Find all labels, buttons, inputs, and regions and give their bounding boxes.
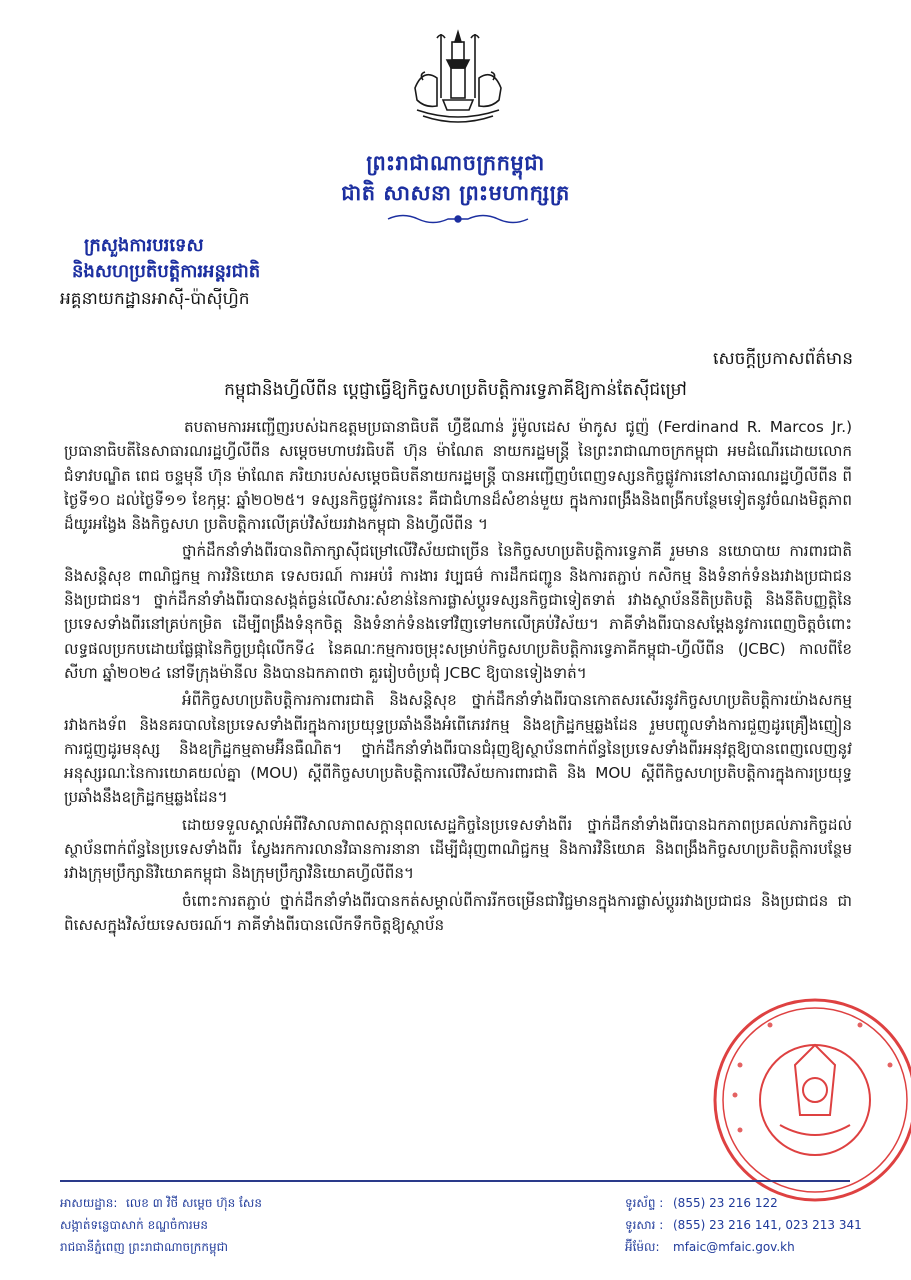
department-name: អគ្គនាយកដ្ឋានអាស៊ី-ប៉ាស៊ីហ្វិក [60, 289, 250, 309]
paragraph: ចំពោះការតភ្ជាប់ ថ្នាក់ដឹកនាំទាំងពីរបានកត់សម្គាល់ពីការរីកចម្រើនជាវិជ្ជមានក្នុងការផ្លាស់ប្តូររវាងប្រជាជន និងប្រជាជន ជាពិសេសក្នុងវិស័យទេសចរណ៍។ ភាគីទាំងពីរបានលើកទឹកចិត្តឱ្យស្ថាប័ន [64, 891, 852, 934]
email-link[interactable]: mfaic@mfaic.gov.kh [673, 1240, 795, 1254]
phone-number: (855) 23 216 122 [673, 1196, 778, 1210]
fax-label: ទូរសារ : [625, 1218, 664, 1232]
kingdom-name: ព្រះរាជាណាចក្រកម្ពុជា [366, 151, 545, 175]
address-label: អាសយដ្ឋាន: [60, 1196, 118, 1210]
paragraph: ដោយទទួលស្គាល់អំពីវិសាលភាពសក្តានុពលសេដ្ឋកិច្ចនៃប្រទេសទាំងពីរ ថ្នាក់ដឹកនាំទាំងពីរបានឯកភាពប្រគល់ភារកិច្ចដល់ស្ថាប័នពាក់ព័ន្ធនៃប្រទេសទាំងពីរ ស្វែងរកការលានវិធានការនានា ដើម្បីជំរុញពាណិជ្ជកម្ម និងការវិនិយោគ និងពង្រឹងកិច្ចសហប្រតិបត្តិការបន្ថែមរវាងក្រុមប្រឹក្សានិវិយោគកម្ពុជា និងក្រុមប្រឹក្សាវិនិយោគហ្វីលីពីន។ [64, 815, 852, 883]
paragraph: តបតាមការអញ្ជើញរបស់ឯកឧត្តមប្រធានាធិបតី ហ្វឺឌីណាន់ រ៉ូម៉ូលដេស ម៉ាកូស ជូញ៉ (Ferdinand R. Marcos Jr.) ប្រធានាធិបតីនៃសាធារណរដ្ឋហ្វីលីពីន សម្តេចមហាបវរធិបតី ហ៊ុន ម៉ាណែត នាយករដ្ឋមន្ត្រី នៃព្រះរាជាណាចក្រកម្ពុជា អមដំណើរដោយលោកជំទាវបណ្ឌិត ពេជ ចន្ទមុនី ហ៊ុន ម៉ាណែត ភរិយារបស់សម្តេចធិបតីនាយករដ្ឋមន្ត្រី បានអញ្ជើញបំពេញទស្សនកិច្ចផ្លូវការនៅសាធារណរដ្ឋហ្វីលីពីន ពីថ្ងៃទី១០ ដល់ថ្ងៃទី១១ ខែកុម្ភៈ ឆ្នាំ២០២៥។ ទស្សនកិច្ចផ្លូវការនេះ គឺជាជំហានដ៏សំខាន់មួយ ក្នុងការពង្រឹងនិងពង្រីកបន្ថែមទៀតនូវចំណងមិត្តភាពដ៏យូរអង្វែង និងកិច្ចសហ ប្រតិបត្តិការលើគ្រប់វិស័យរវាងកម្ពុជា និងហ្វីលីពីន ។ [64, 418, 852, 534]
royal-coat-of-arms-emblem [403, 28, 513, 128]
ornamental-divider [383, 212, 533, 226]
press-release-title: កម្ពុជានិងហ្វីលីពីន ប្តេជ្ញាធ្វើឱ្យកិច្ចសហប្រតិបត្តិការទ្វេភាគីឱ្យកាន់តែស៊ីជម្រៅ [224, 380, 687, 400]
paragraph: អំពីកិច្ចសហប្រតិបត្តិការការពារជាតិ និងសន្តិសុខ ថ្នាក់ដឹកនាំទាំងពីរបានកោតសរសើរនូវកិច្ចសហប្រតិបត្តិការយ៉ាងសកម្មរវាងកងទ័ព និងនគរបាលនៃប្រទេសទាំងពីរក្នុងការប្រយុទ្ធប្រឆាំងនឹងអំពើភេរវកម្ម និងឧក្រិដ្ឋកម្មឆ្លងដែន រួមបញ្ចូលទាំងការជួញដូរគ្រឿងញៀន ការជួញដូរមនុស្ស និងឧក្រិដ្ឋកម្មតាមអ៊ីនធឺណិត។ ថ្នាក់ដឹកនាំទាំងពីរបានជំរុញឱ្យស្ថាប័នពាក់ព័ន្ធនៃប្រទេសទាំងពីរអនុវត្តឱ្យបានពេញលេញនូវអនុស្សរណៈនៃការយោគយល់គ្នា (MOU) ស្តីពីកិច្ចសហប្រតិបត្តិការលើវិស័យការពារជាតិ និង MOU ស្តីពីកិច្ចសហប្រតិបត្តិការក្នុងការប្រយុទ្ធប្រឆាំងនឹងឧក្រិដ្ឋកម្មឆ្លងដែន។ [64, 691, 852, 807]
ministry-name-line2: និងសហប្រតិបត្តិការអន្តរជាតិ [72, 261, 261, 282]
paragraph: ថ្នាក់ដឹកនាំទាំងពីរបានពិភាក្សាស៊ីជម្រៅលើវិស័យជាច្រើន នៃកិច្ចសហប្រតិបត្តិការទ្វេភាគី រួមមាន នយោបាយ ការពារជាតិ និងសន្តិសុខ ពាណិជ្ជកម្ម ការវិនិយោគ ទេសចរណ៍ ការអប់រំ ការងារ វប្បធម៌ ការដឹកជញ្ជូន និងការតភ្ជាប់ កសិកម្ម និងទំនាក់ទំនងរវាងប្រជាជននិងប្រជាជន។ ថ្នាក់ដឹកនាំទាំងពីរបានសង្កត់ធ្ងន់លើសារៈសំខាន់នៃការផ្លាស់ប្តូរទស្សនកិច្ចជាទៀតទាត់ រវាងស្ថាប័ននីតិប្រតិបត្តិ និងនីតិបញ្ញត្តិនៃប្រទេសទាំងពីរនៅគ្រប់កម្រិត ដើម្បីពង្រឹងទំនុកចិត្ត និងទំនាក់ទំនងទៅវិញទៅមកលើគ្រប់វិស័យ។ ភាគីទាំងពីរបានសម្តែងនូវការពេញចិត្តចំពោះលទ្ធផលប្រកបដោយផ្លែផ្កានៃកិច្ចប្រជុំលើកទី៤ នៃគណៈកម្មការចម្រុះសម្រាប់កិច្ចសហប្រតិបត្តិការទ្វេភាគីកម្ពុជា-ហ្វីលីពីន (JCBC) កាលពីខែសីហា ឆ្នាំ២០២៤ នៅទីក្រុងម៉ានីល និងបានឯកភាពថា គួររៀបចំប្រជុំ JCBC ឱ្យបានទៀងទាត់។ [64, 542, 852, 682]
footer-contact [625, 1192, 862, 1258]
press-release-body [64, 415, 852, 940]
fax-number: (855) 23 216 141, 023 213 341 [673, 1218, 862, 1232]
ministry-name: ក្រសួងការបរទេស [84, 235, 204, 256]
address-line: សង្កាត់ទន្លេបាសាក់ ខណ្ឌចំការមន [60, 1218, 208, 1232]
footer-divider [60, 1180, 850, 1182]
phone-label: ទូរស័ព្ទ : [625, 1196, 664, 1210]
address-line: លេខ ៣ វិថី សម្តេច ហ៊ុន សែន [126, 1196, 262, 1210]
address-line: រាជធានីភ្នំពេញ ព្រះរាជាណាចក្រកម្ពុជា [60, 1240, 228, 1254]
footer-address [60, 1192, 262, 1258]
email-label: អ៊ីម៉ែល: [625, 1240, 660, 1254]
document-type: សេចក្តីប្រកាសព័ត៌មាន [713, 349, 853, 369]
national-motto: ជាតិ សាសនា ព្រះមហាក្សត្រ [341, 181, 570, 205]
official-seal-stamp [700, 995, 911, 1205]
